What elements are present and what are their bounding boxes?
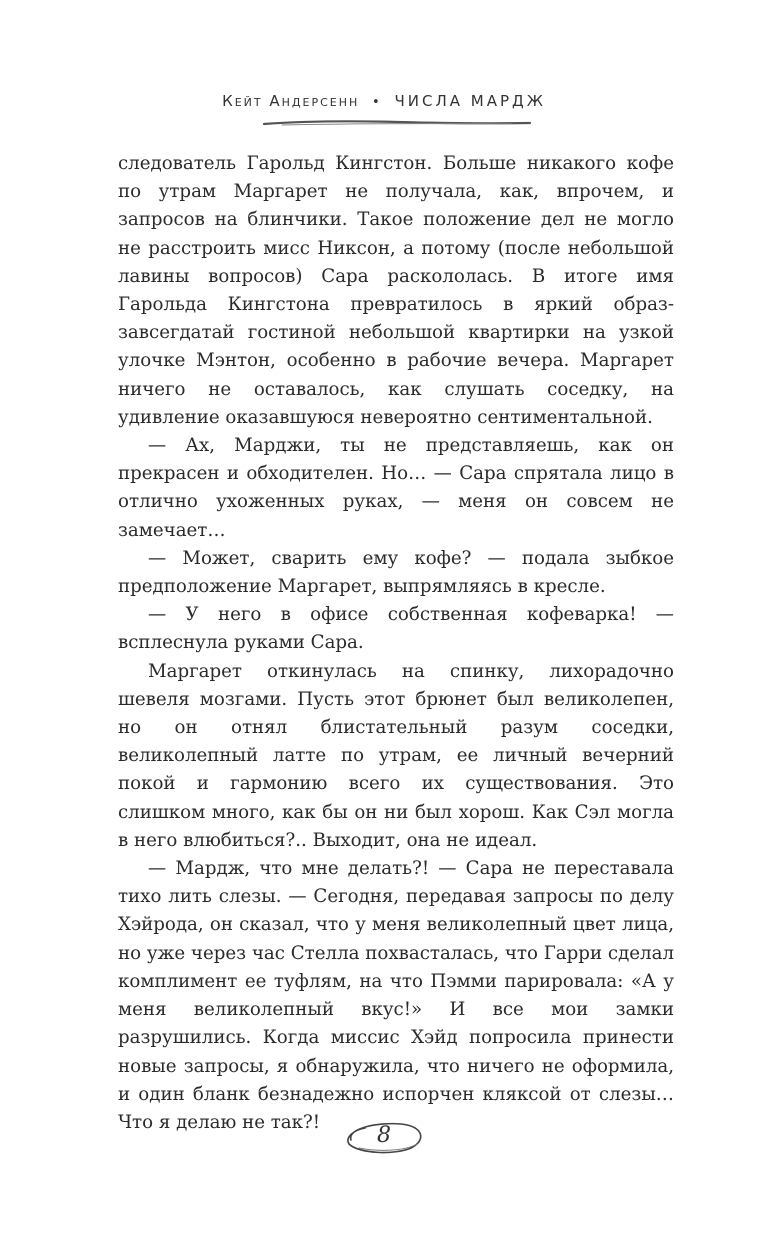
header-separator: • <box>372 95 382 110</box>
paragraph: — Мардж, что мне делать?! — Сара не переставала тихо лить слезы. — Сегодня, передавая запросы по делу Хэйрода, он сказал, что у меня великолепный цвет лица, но уже через час Стелла похвасталась, что Гарри сделал комплимент ее туфлям, на что Пэмми парировала: «А у меня великолепный вкус!» И все мои замки разрушились. Когда миссис Хэйд попросила принести новые запросы, я обнаружила, что ничего не оформила, и один бланк безнадежно испорчен кляксой от слезы… Что я делаю не так?! <box>118 858 674 1133</box>
paragraph: Маргарет откинулась на спинку, лихорадочно шевеля мозгами. Пусть этот брюнет был великолепен, но он отнял блистательный разум соседки, великолепный латте по утрам, ее личный вечерний покой и гармонию всего их существования. Это слишком много, как бы он ни был хорош. Как Сэл могла в него влюбиться?.. Выходит, она не идеал. <box>118 660 674 851</box>
page-number-text: 8 <box>377 1123 391 1148</box>
header-underline-stroke <box>262 118 532 128</box>
paragraph: — Ах, Марджи, ты не представляешь, как он прекрасен и обходителен. Но… — Сара спрятала лицо в отлично ухоженных руках, — меня он совсем не замечает… <box>118 435 674 541</box>
header-author: Кейт Андерсенн <box>222 92 360 110</box>
body-text <box>118 150 674 1137</box>
paragraph: — У него в офисе собственная кофеварка! — всплеснула руками Сара. <box>118 604 674 654</box>
paragraph: следователь Гарольд Кингстон. Больше никакого кофе по утрам Маргарет не получала, как, впрочем, и запросов на блинчики. Такое положение дел не могло не расстроить мисс Никсон, а потому (после небольшой лавины вопросов) Сара раскололась. В итоге имя Гарольда Кингстона превратилось в яркий образ-завсегдатай гостиной небольшой квартирки на узкой улочке Мэнтон, особенно в рабочие вечера. Маргарет ничего не оставалось, как слушать соседку, на удивление оказавшуюся невероятно сентиментальной. <box>118 153 674 428</box>
page-number <box>339 1118 429 1158</box>
paragraph: — Может, сварить ему кофе? — подала зыбкое предположение Маргарет, выпрямляясь в кресле. <box>118 547 674 598</box>
running-header <box>0 92 768 110</box>
header-book-title: ЧИСЛА МАРДЖ <box>394 92 546 110</box>
